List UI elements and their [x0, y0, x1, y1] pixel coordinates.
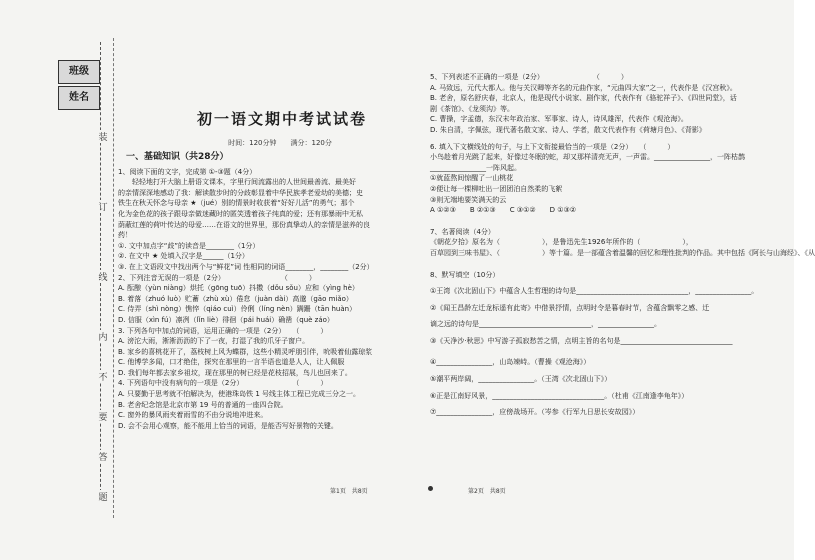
fill-line: ④________________，山岛竦峙。（曹操《观沧海》） — [430, 358, 591, 367]
seal-char: 答 — [96, 450, 110, 463]
fill-line: ⑦________________，应傍战场开。（岑参《行军九日思长安故园》） — [430, 408, 640, 417]
fill-line: ③《天净沙·秋思》中写游子孤寂愁苦之情，点明主旨的名句是________________________________ — [430, 336, 733, 345]
question-line: 1、阅读下面的文字，完成第 ①-③题（4分） — [118, 167, 257, 176]
right-column — [430, 72, 815, 418]
name-label: 姓名 — [58, 86, 100, 110]
option-line: ③则无端地要笑满天的云 — [430, 195, 507, 204]
option-line: A. 马致远，元代大都人。他与关汉卿等齐名的元曲作家，“元曲四大家”之一，代表作是《汉宫秋》。 — [430, 83, 737, 92]
option-line: B. 老舍纪念馆是北京市第 19 号的普通的一座四合院。 — [118, 400, 288, 409]
question-line: 6. 填入下文横线处的句子，与上下文衔接最恰当的一项是（2分） （ ） — [430, 142, 675, 151]
option-line: B. 家乡的喜桃花开了，荔枝树上风为蝶群，这些小精灵呼朋引伴，吮吸着仙露琼浆 — [118, 347, 373, 356]
option-line: D. 我们每年都去家乡祖坟，现在那里的树已经是花枝招展，鸟儿也回来了。 — [118, 368, 352, 377]
option-line: D. 信服（xìn fú）凛冽（lǐn liè）徘徊（pái huái）确凿（què záo） — [118, 315, 334, 324]
option-line: D. 会不会用心观察，能不能用上恰当的词语，是能否写好景物的关键。 — [118, 421, 338, 430]
question-line: 8、默写填空（10分） — [430, 270, 500, 279]
option-line: C. 侍弄（shì nòng）憔悴（qiáo cuì）伶俐（líng nèn）蹒跚（tān huàn） — [118, 305, 357, 314]
option-line: ②便让每一棵柳吐出一团团泊自然柔的飞絮 — [430, 184, 563, 193]
option-line: C. 他博学多闻，口才绝佳，探究在那里的一言半语也道是人人，让人佩服 — [118, 358, 345, 367]
fill-line: ⑤潮平两岸阔，________________。（王湾《次北固山下》） — [430, 375, 612, 384]
seal-char: 题 — [96, 490, 110, 503]
punch-hole-icon — [428, 486, 433, 491]
passage-line: ________________一阵风起。 — [430, 163, 521, 172]
seal-char: 线 — [96, 270, 110, 283]
page-footer-left: 第1页 共8页 — [330, 488, 368, 495]
question-line: ③. 在上文语段文中找出两个与“鲜花”词 性相同的词语________，________（2分） — [118, 262, 374, 271]
option-line: ①就蓝熬间惊醒了一山桃花 — [430, 174, 514, 183]
passage-line: 铁生在秋天怀念与母亲 ★（jué）别的情景时收获着“好好儿活”的勇气；那个 — [118, 199, 355, 208]
seal-char: 订 — [96, 200, 110, 213]
passage-line: 药！ — [118, 231, 132, 240]
fill-line: ①王湾《次北固山下》中蕴含人生哲理的诗句是________________________________，________________。 — [430, 287, 759, 296]
question-line: ②. 在文中 ★ 处填入汉字是______（1分） — [118, 252, 249, 261]
class-label: 班级 — [58, 60, 100, 84]
question-line: 4. 下列语句中没有病句的一项是（2分） （ ） — [118, 379, 328, 388]
passage-line: 《朝花夕拾》原名为（ ），是鲁迅先生1926年所作的（ ）， — [430, 238, 693, 247]
passage-line: 百草园到三味书屋》、（ ）等十篇。是一部蕴含着温馨的回忆和理性批判的作品。其中包括《阿长与山海经》、《从 — [430, 248, 815, 257]
passage-line: 小鸟趁着月光跳了起来，好像过冬眠的蛇，却又那样清亮无声，一声雷。________________，一阵枯鹊 — [430, 153, 745, 162]
page-footer-right: 第2页 共8页 — [468, 488, 506, 495]
left-column — [118, 150, 386, 431]
option-line: C. 曹操，字孟德，东汉末年政治家、军事家、诗人，诗风雄浑，代表作《观沧海》。 — [430, 115, 688, 124]
question-line: 7、名著阅读（4分） — [430, 227, 495, 236]
option-line: A. 酝酿（yùn niàng）烘托（gōng tuō）抖擞（dǒu sǒu）应和（yìng hè） — [118, 284, 359, 293]
passage-line: 荫蔽红莲的荷叶传达的母爱……在语文的世界里，那份真挚动人的亲情是滋养的良 — [118, 220, 370, 229]
fill-line: ⑥正是江南好风景，________________________________。（杜甫《江南逢李龟年》） — [430, 391, 689, 400]
option-line: B. 着落（zhuó luò）贮蓄（zhù xù）倦怠（juàn dài）高邈（gāo miǎo） — [118, 294, 353, 303]
exam-time-score: 时间：120分钟 满分：120分 — [228, 139, 332, 147]
fill-line: ②《闻王昌龄左迁龙标遥有此寄》中借景抒情，点明时令是暮春时节，含蕴含飘零之感、迁 — [430, 303, 710, 312]
seal-char: 不 — [96, 370, 110, 383]
question-line: 2、下列注音无误的一项是（2分） （ ） — [118, 273, 316, 282]
passage-line: 轻轻地打开大脑上册语文课本，字里行间流露出的人世间最善流、最美好 — [118, 178, 356, 187]
fill-line: 谪之远的诗句是________________________________，________________。 — [430, 320, 661, 329]
section-heading: 一、基础知识（共28分） — [126, 152, 229, 162]
option-line: 剧《茶馆》、《龙须沟》等。 — [430, 104, 514, 113]
seal-char: 内 — [96, 330, 110, 343]
option-line: B. 老舍，原名舒庆春，北京人，他是现代小说家、剧作家，代表作有《骆驼祥子》、《四世同堂》，话 — [430, 94, 737, 103]
option-line: A. 只要勤于思考就不怕解决为，使港珠岛铁 1 号线主体工程已完成三分之一。 — [118, 390, 361, 399]
seal-char: 要 — [96, 410, 110, 423]
exam-title: 初一语文期中考试试卷 — [196, 110, 367, 128]
question-line: 3. 下列各句中加点的词语，运用正确的一项是（2分） （ ） — [118, 326, 328, 335]
passage-line: 的亲情深深地感动了我：解读散步时的分歧彰显着中华民族孝老爱幼的美德；史 — [118, 188, 363, 197]
question-line: 5、下列表述不正确的一项是（2分） （ ） — [430, 73, 628, 81]
option-line: A ①②③ B ②①③ C ③①② D ①③② — [430, 206, 577, 215]
passage-line: 化为金色花的孩子跟母亲做迷藏时的匿笑透着孩子纯真的爱；还有那暴雨中无私 — [118, 209, 363, 218]
seal-char: 装 — [96, 130, 110, 143]
option-line: A. 滂沱大雨，淅淅沥沥的下了一夜，打湿了我的爪牙子窗户。 — [118, 337, 310, 346]
option-line: D. 朱自清，字佩弦，现代著名散文家、诗人、学者，散文代表作有《荷塘月色》、《背影》 — [430, 125, 706, 134]
option-line: C. 窗外的暴风雨夹着雨雪的不由分说地冲进来。 — [118, 411, 268, 420]
question-line: ①. 文中加点字“歧”的读音是________（1分） — [118, 241, 260, 250]
